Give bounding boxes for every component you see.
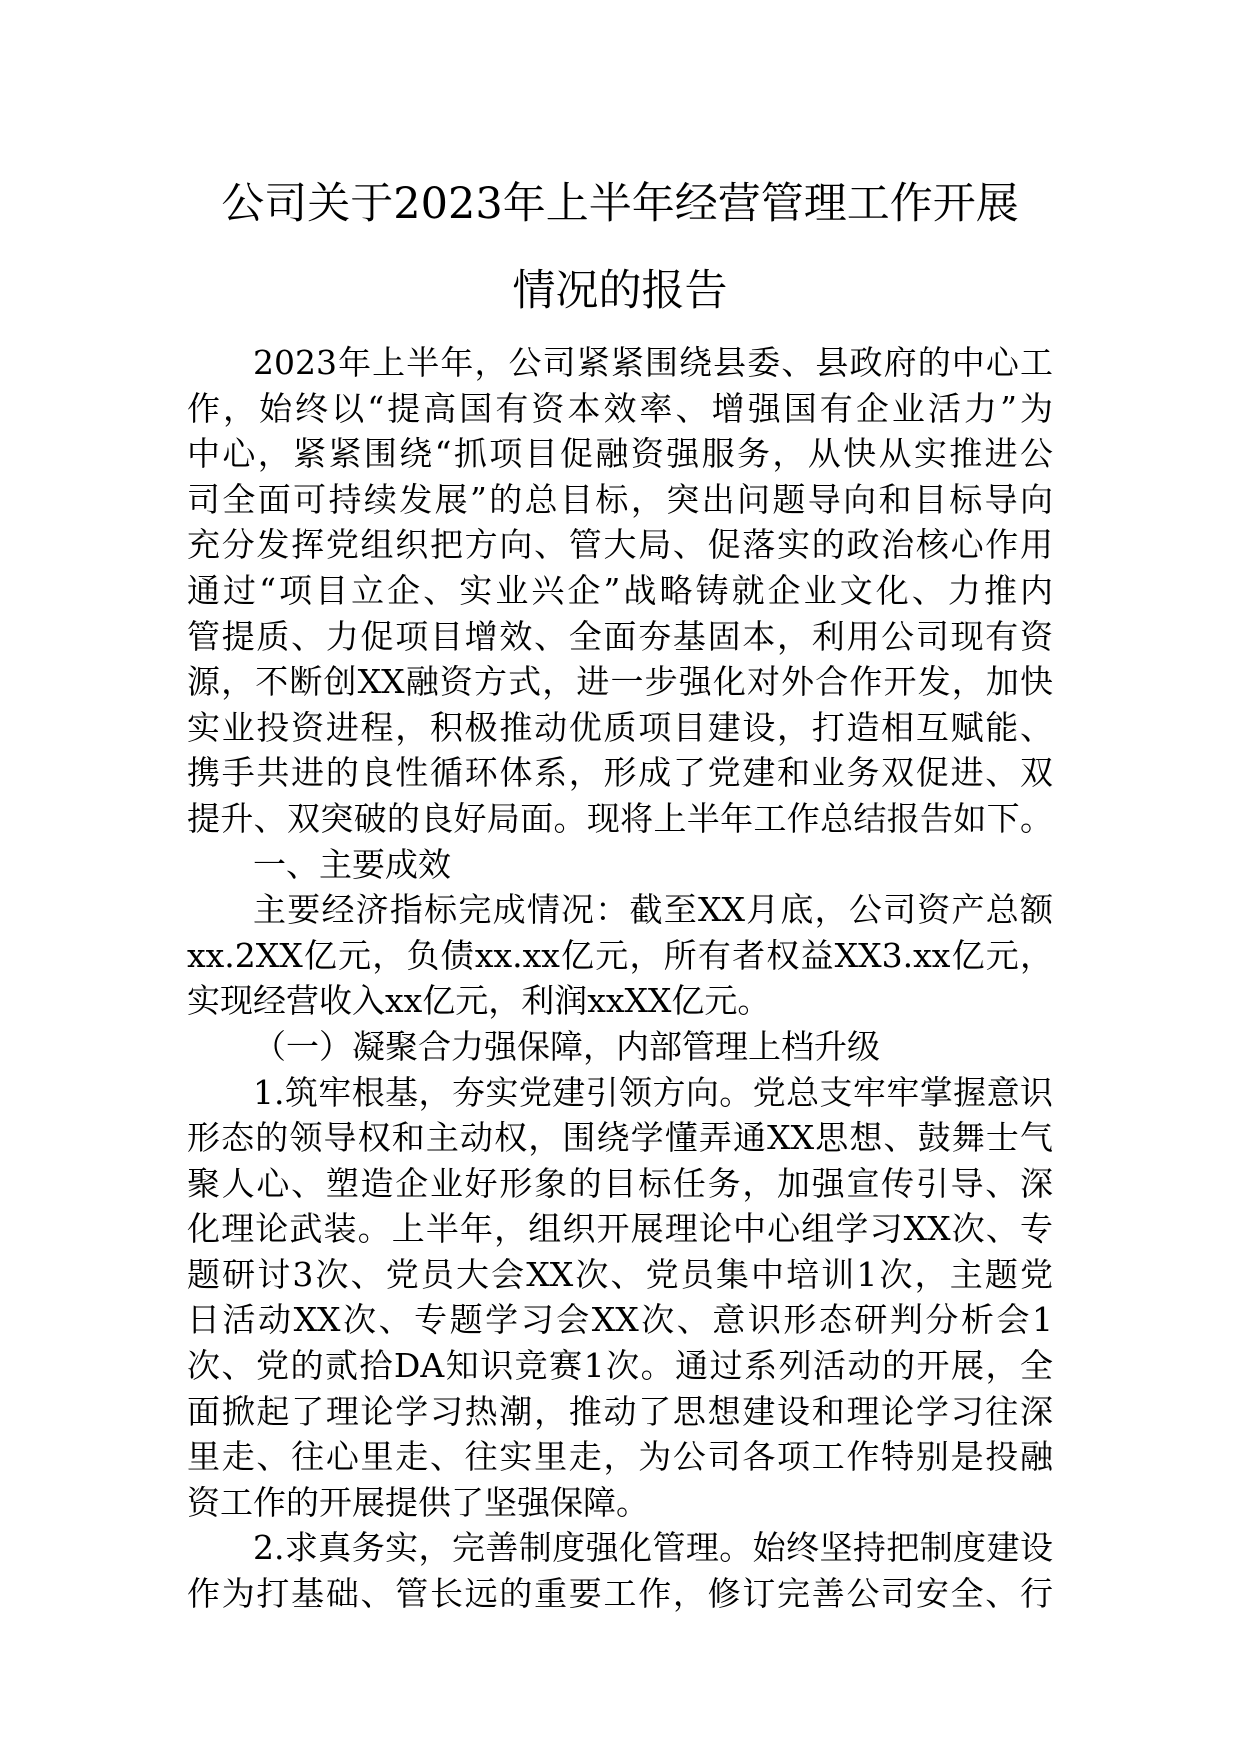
body-line: 日活动XX次、专题学习会XX次、意识形态研判分析会1 — [187, 1300, 1053, 1340]
body-line: 主要经济指标完成情况：截至XX月底，公司资产总额 — [253, 890, 1053, 930]
body-line: 面掀起了理论学习热潮，推动了思想建设和理论学习往深 — [187, 1391, 1053, 1431]
body-line: 管提质、力促项目增效、全面夯基固本，利用公司现有资 — [187, 616, 1053, 656]
body-line: xx.2XX亿元，负债xx.xx亿元，所有者权益XX3.xx亿元， — [187, 935, 1053, 975]
body-line: （一）凝聚合力强保障，内部管理上档升级 — [253, 1026, 880, 1066]
body-line: 中心，紧紧围绕“抓项目促融资强服务，从快从实推进公 — [187, 434, 1053, 474]
body-line: 作为打基础、管长远的重要工作，修订完善公司安全、行 — [187, 1574, 1053, 1614]
body-line: 里走、往心里走、往实里走，为公司各项工作特别是投融 — [187, 1437, 1053, 1477]
document-title-line-1: 公司关于2023年上半年经营管理工作开展 — [221, 179, 1019, 229]
body-line: 资工作的开展提供了坚强保障。 — [187, 1482, 649, 1522]
body-line: 1.筑牢根基，夯实党建引领方向。党总支牢牢掌握意识 — [253, 1072, 1053, 1112]
document-title-line-2: 情况的报告 — [512, 266, 728, 316]
body-line: 提升、双突破的良好局面。现将上半年工作总结报告如下。 — [187, 798, 1053, 838]
body-line: 实业投资进程，积极推动优质项目建设，打造相互赋能、 — [187, 707, 1053, 747]
document-body — [187, 340, 1053, 1617]
body-line: 题研讨3次、党员大会XX次、党员集中培训1次，主题党 — [187, 1254, 1053, 1294]
body-line: 形态的领导权和主动权，围绕学懂弄通XX思想、鼓舞士气 — [187, 1118, 1053, 1158]
body-line: 化理论武装。上半年，组织开展理论中心组学习XX次、专 — [187, 1209, 1053, 1249]
body-line: 2023年上半年，公司紧紧围绕县委、县政府的中心工 — [253, 343, 1053, 382]
body-line: 携手共进的良性循环体系，形成了党建和业务双促进、双 — [187, 753, 1053, 793]
body-line: 充分发挥党组织把方向、管大局、促落实的政治核心作用 — [187, 525, 1053, 565]
body-line: 通过“项目立企、实业兴企”战略铸就企业文化、力推内 — [187, 570, 1053, 610]
body-line: 作，始终以“提高国有资本效率、增强国有企业活力”为 — [187, 388, 1053, 428]
body-line: 司全面可持续发展”的总目标，突出问题导向和目标导向 — [187, 479, 1053, 519]
body-line: 源，不断创XX融资方式，进一步强化对外合作开发，加快 — [187, 662, 1053, 702]
body-line: 一、主要成效 — [253, 844, 451, 884]
body-line: 聚人心、塑造企业好形象的目标任务，加强宣传引导、深 — [187, 1163, 1053, 1203]
body-line: 次、党的贰拾DA知识竞赛1次。通过系列活动的开展，全 — [187, 1346, 1053, 1386]
body-line: 实现经营收入xx亿元，利润xxXX亿元。 — [187, 981, 771, 1021]
body-line: 2.求真务实，完善制度强化管理。始终坚持把制度建设 — [253, 1528, 1053, 1568]
